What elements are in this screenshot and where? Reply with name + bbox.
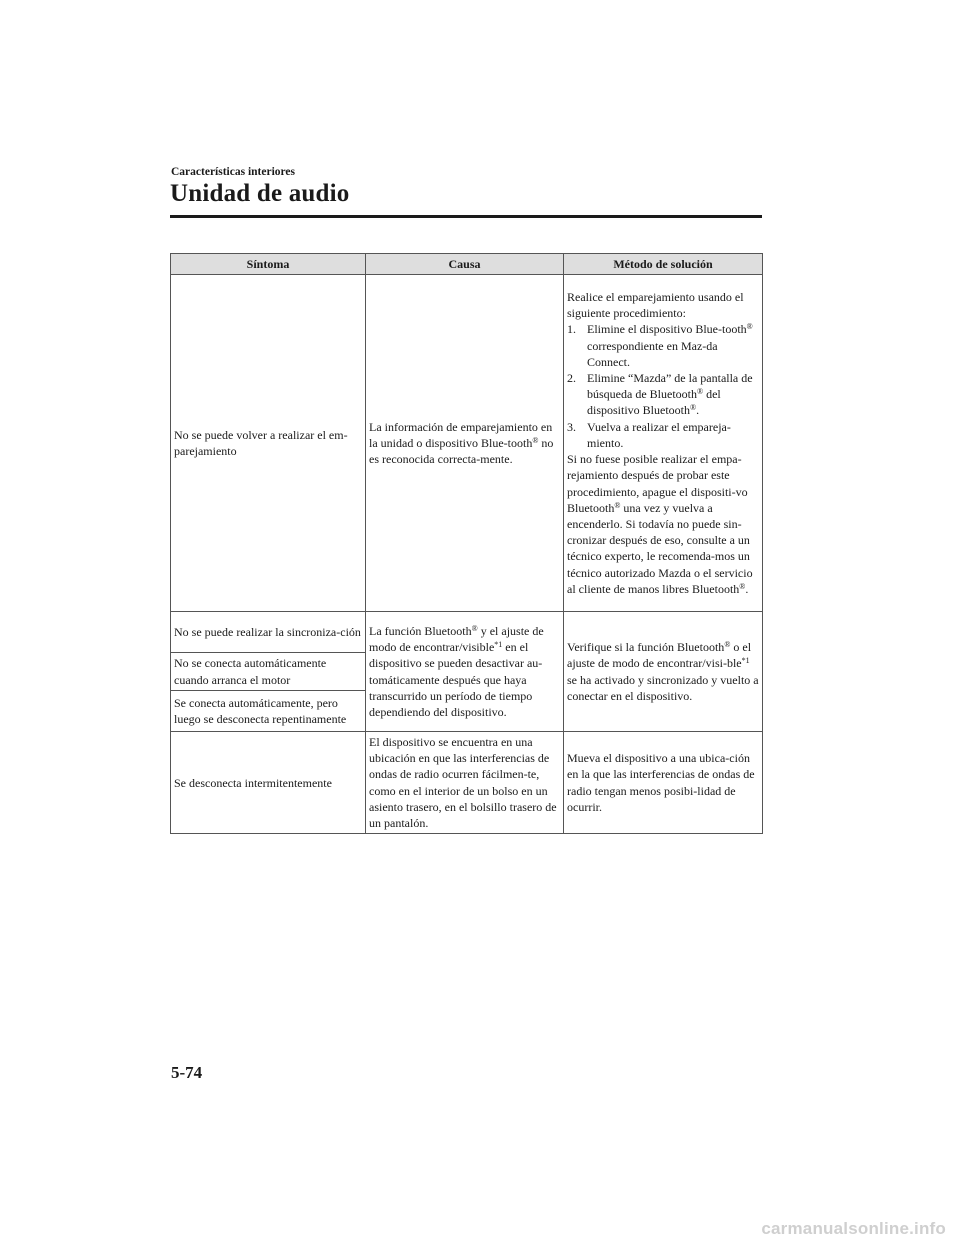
- table-row: [171, 275, 763, 612]
- title-divider: [170, 215, 762, 218]
- page-title: Unidad de audio: [170, 180, 350, 207]
- symptom-cell: Se conecta automáticamente, pero luego se desconecta repentinamente: [171, 691, 366, 732]
- header-cause: Causa: [366, 254, 564, 275]
- symptom-cell: Se desconecta intermitentemente: [171, 732, 366, 834]
- solution-intro: Realice el emparejamiento usando el siguiente procedimiento:: [567, 290, 744, 321]
- symptom-cell: No se puede volver a realizar el em-parejamiento: [171, 275, 366, 612]
- header-solution: Método de solución: [564, 254, 763, 275]
- cause-cell: La información de emparejamiento en la unidad o dispositivo Blue-tooth® no es reconocida correcta-mente.: [366, 275, 564, 612]
- symptom-cell: No se conecta automáticamente cuando arranca el motor: [171, 653, 366, 691]
- solution-outro: Si no fuese posible realizar el empa-rejamiento después de probar este procedimiento, apague el dispositi-vo Bluetooth® una vez y vuelva a encenderlo. Si todavía no puede sin-cronizar después de eso, consulte a un técnico experto, le recomenda-mos un técnico autorizado Mazda o el servicio al cliente de manos libres Bluetooth®.: [567, 452, 753, 596]
- troubleshooting-table: [170, 253, 763, 834]
- solution-step: 1. Elimine el dispositivo Blue-tooth® correspondiente en Maz-da Connect.: [567, 322, 753, 369]
- cause-cell: El dispositivo se encuentra en una ubicación en que las interferencias de ondas de radio ocurren fácilmen-te, como en el interior de un bolso en un asiento trasero, en el bolsillo trasero de un pantalón.: [366, 732, 564, 834]
- solution-step: 3. Vuelva a realizar el empareja-miento.: [567, 419, 731, 450]
- solution-cell: Mueva el dispositivo a una ubica-ción en la que las interferencias de ondas de radio tengan menos posibi-lidad de ocurrir.: [564, 732, 763, 834]
- header-symptom: Síntoma: [171, 254, 366, 275]
- symptom-cell: No se puede realizar la sincroniza-ción: [171, 612, 366, 653]
- solution-cell: [564, 275, 763, 612]
- table-header-row: [171, 254, 763, 275]
- cause-cell: La función Bluetooth® y el ajuste de modo de encontrar/visible$^{*1}$ en el dispositivo se pueden desactivar au-tomáticamente después que haya transcurrido un período de tiempo dependiendo del dispositivo.: [366, 612, 564, 732]
- solution-cell: Verifique si la función Bluetooth® o el ajuste de modo de encontrar/visi-ble$^{*1}$ se ha activado y sincronizado y vuelto a conectar en el dispositivo.: [564, 612, 763, 732]
- section-label: Características interiores: [171, 166, 296, 178]
- table-row: [171, 612, 763, 653]
- table-row: [171, 732, 763, 834]
- watermark: carmanualsonline.info: [761, 1219, 946, 1238]
- solution-step: 2. Elimine “Mazda” de la pantalla de búsqueda de Bluetooth® del dispositivo Bluetooth®.: [567, 371, 753, 418]
- page-number: 5-74: [171, 1063, 203, 1082]
